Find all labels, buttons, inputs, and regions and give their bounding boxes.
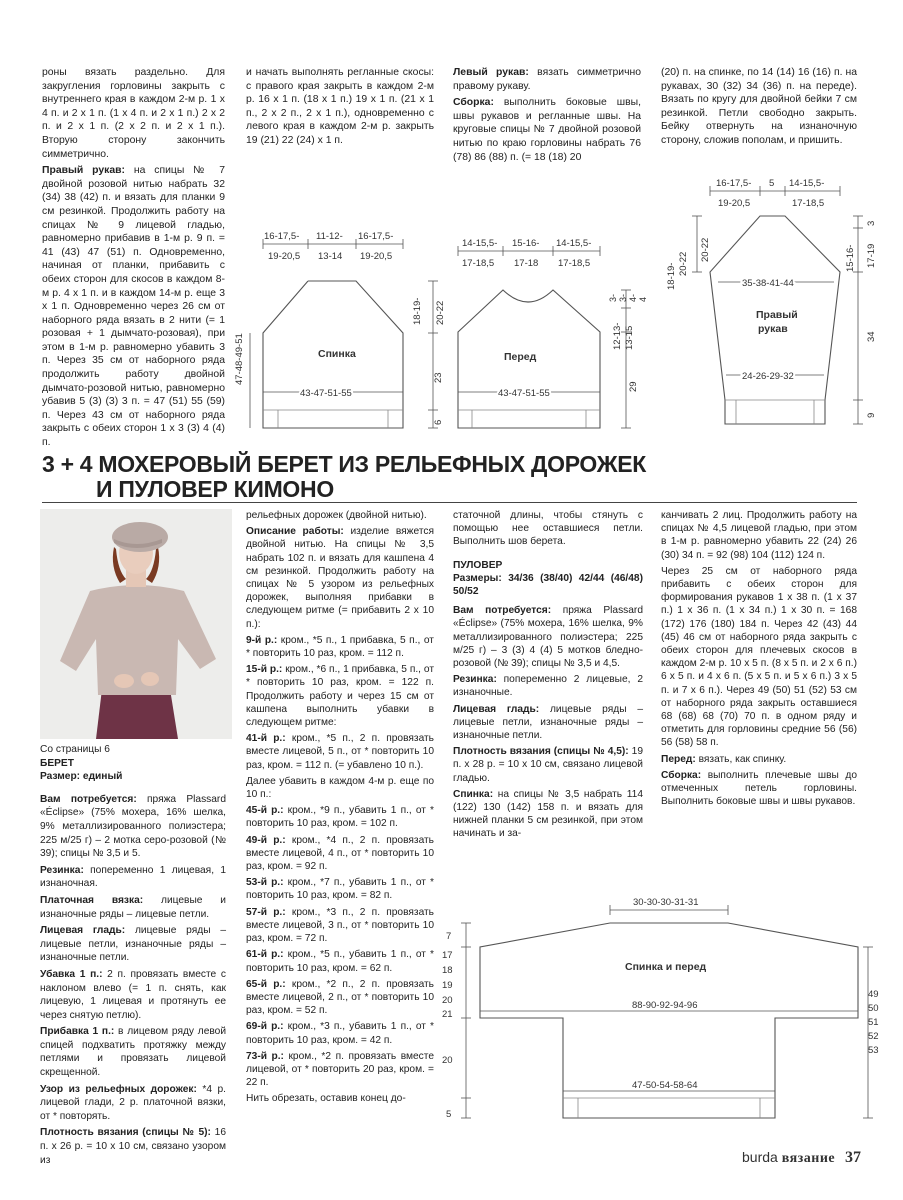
paragraph-text: кром., *2 п., 2 п. провязать вместе лицевой, 2 п., от * повторить 10 раз, кром. = 52 п. bbox=[246, 978, 434, 1017]
paragraph-text: кром., *5 п., убавить 1 п., от * повторить 10 раз, кром. = 62 п. bbox=[246, 949, 434, 974]
section-label: Вам потребуется: bbox=[453, 605, 552, 617]
row-label: 69-й р.: bbox=[246, 1021, 284, 1033]
paragraph bbox=[453, 66, 641, 93]
section-label: Лицевая гладь: bbox=[453, 703, 540, 715]
paragraph-text: на спицы № 7 двойной розовой нитью набрать 32 (34) 38 (42) п. и вязать для планки 9 см резинкой. Продолжить работу на спицах № 9 лицевой гладью, равномерно прибавив в 1-м р. 9 п. = 41 (43) 47 (51) п. Одновременно, начиная от планки, прибавить с обеих сторон для скосов в каждом 8-м р. 4 х 1 п. и в каждом 14-м р. еще 3 х 1 п. Одновременно через 26 см от наборного ряда вязать в 2 нити (= 1 розовая + 1 дымчато-розовая), при этом в 1-м р. равномерно убавить 3 п. Через 35 см от наборного ряда продолжить работу двойной дымчато-розовой нитью, равномерно убавив 5 (3) (3) 3 п. = 47 (51) 55 (59) п. Через 43 см от наборного ряда закрыть с обеих сторон 1 х 3 (3) 4 (4) п. bbox=[42, 165, 225, 449]
dim-label: 20 bbox=[442, 995, 453, 1006]
dim-label: 19 bbox=[442, 980, 453, 991]
paragraph: канчивать 2 лиц. Продолжить работу на спицах № 4,5 лицевой гладью, при этом в 1-м р. равномерно убавить 22 (24) 26 (30) 34 п. = 92 (98) 104 (112) 124 п. bbox=[661, 510, 857, 561]
dim-label: 6 bbox=[433, 419, 444, 425]
dim-label: 11-12- bbox=[316, 231, 343, 242]
paragraph-text: кром., *2 п. провязать вместе лицевой, от * повторить 20 раз, кром. = 22 п. bbox=[246, 1050, 434, 1089]
paragraph bbox=[40, 864, 226, 891]
section-label: Левый рукав: bbox=[453, 67, 529, 78]
dim-label: 29 bbox=[628, 381, 639, 392]
paragraph-text: *4 р. лицевой глади, 2 р. платочной вязки, от * повторять. bbox=[40, 1083, 226, 1122]
paragraph: (20) п. на спинке, по 14 (14) 16 (16) п. на рукавах, 30 (32) 34 (36) п. на переде). Вязать по кругу для двойной бейки 7 см резинкой. Петли свободно закрыть. Бейку отвернуть на изнаночную сторону, сложив пополам, и пришить. bbox=[661, 67, 857, 146]
item-sizes: Размеры: 34/36 (38/40) 42/44 (46/48) 50/52 bbox=[453, 572, 643, 598]
headline-line-2: И ПУЛОВЕР КИМОНО bbox=[96, 476, 334, 502]
dim-label: 16-17,5- bbox=[716, 178, 752, 189]
magazine-name: вязание bbox=[781, 1151, 836, 1166]
paragraph-text: лицевые ряды – лицевые петли, изнаночные ряды – изнаночные петли. bbox=[40, 925, 226, 964]
paragraph bbox=[40, 1083, 226, 1124]
dim-label: 24-26-29-32 bbox=[742, 371, 794, 382]
paragraph-text: на спицы № 3,5 набрать 114 (122) 130 (142) 158 п. и вязать для нижней планки 5 см резинкой, при этом начинать и за- bbox=[453, 788, 643, 840]
paragraph bbox=[42, 164, 225, 449]
section-label: Описание работы: bbox=[246, 526, 344, 538]
dim-label: 52 bbox=[868, 1031, 879, 1042]
dim-label: 17-18,5 bbox=[558, 258, 591, 269]
sleeve-label-2: рукав bbox=[758, 323, 788, 335]
dim-label: 3- bbox=[608, 293, 618, 302]
dim-label: 50 bbox=[868, 1003, 879, 1014]
dim-label: 23 bbox=[433, 372, 444, 383]
bottom-column-4 bbox=[661, 509, 857, 811]
section-label: Сборка: bbox=[453, 97, 494, 109]
dim-label: 17-18 bbox=[514, 258, 539, 269]
bottom-column-1 bbox=[40, 743, 226, 1170]
paragraph-text: кром., *5 п., 1 прибавка, 5 п., от * повторить 10 раз, кром. = 112 п. bbox=[246, 634, 434, 660]
section-label: Перед: bbox=[661, 753, 696, 765]
source-note: Со страницы 6 bbox=[40, 744, 110, 755]
front-schematic bbox=[448, 232, 658, 437]
paragraph bbox=[246, 525, 434, 631]
row-label: 49-й р.: bbox=[246, 834, 286, 846]
paragraph bbox=[40, 1025, 226, 1079]
dim-label: 18 bbox=[442, 965, 453, 976]
dim-label: 47-50-54-58-64 bbox=[632, 1080, 698, 1091]
page-number: 37 bbox=[845, 1149, 862, 1166]
top-column-2 bbox=[246, 66, 434, 151]
dim-label: 12-13- bbox=[612, 322, 623, 350]
dim-label: 18-19- bbox=[412, 297, 423, 325]
dim-label: 5 bbox=[446, 1109, 452, 1120]
section-label: Правый рукав: bbox=[42, 165, 125, 177]
section-label: Вам потребуется: bbox=[40, 793, 137, 805]
paragraph bbox=[40, 894, 226, 921]
back-schematic bbox=[228, 225, 448, 435]
paragraph bbox=[40, 968, 226, 1022]
section-label: Лицевая гладь: bbox=[40, 925, 126, 937]
item-title: БЕРЕТ bbox=[40, 757, 74, 769]
dim-label: 7 bbox=[446, 931, 452, 942]
paragraph-text: лицевые ряды – лицевые петли, изнаночные ряды – изнаночные петли. bbox=[453, 703, 643, 742]
paragraph bbox=[246, 948, 434, 974]
row-label: 45-й р.: bbox=[246, 805, 284, 817]
paragraph-text: кром., *3 п., 2 п. провязать вместе лицевой, 3 п., от * повторить 10 раз, кром. = 72 п. bbox=[246, 906, 434, 945]
dim-label: 13-14 bbox=[318, 251, 343, 262]
paragraph-text: кром., *3 п., убавить 1 п., от * повторить 10 раз, кром. = 42 п. bbox=[246, 1021, 434, 1046]
paragraph bbox=[246, 1020, 434, 1046]
paragraph bbox=[246, 834, 434, 874]
paragraph-text: кром., *7 п., убавить 1 п., от * повторить 10 раз, кром. = 82 п. bbox=[246, 877, 434, 902]
row-label: 65-й р.: bbox=[246, 978, 286, 990]
front-label: Перед bbox=[504, 351, 537, 363]
dim-label: 17-19 bbox=[866, 243, 877, 268]
dim-label: 17-18,5 bbox=[792, 198, 825, 209]
dim-label: 13-15 bbox=[624, 325, 635, 350]
section-label: Плотность вязания (спицы № 5): bbox=[40, 1127, 211, 1139]
paragraph bbox=[246, 663, 434, 729]
brand-name: burda bbox=[742, 1149, 778, 1165]
paragraph bbox=[246, 906, 434, 946]
dim-label: 3 bbox=[866, 220, 877, 226]
paragraph-text: пряжа Plassard «Éclipse» (75% мохера, 16% шелка, 9% металлизированного полиэстера; 225 м/25 г) – 3 (3) 4 (4) 5 мотков бледно-розовой (№ 39); спицы № 3,5 и 4,5. bbox=[453, 605, 643, 670]
paragraph bbox=[246, 876, 434, 902]
top-column-3 bbox=[453, 66, 641, 167]
paragraph bbox=[40, 793, 226, 861]
row-label: 61-й р.: bbox=[246, 949, 284, 961]
dim-label: 5 bbox=[769, 178, 775, 189]
paragraph bbox=[453, 788, 643, 841]
paragraph bbox=[40, 924, 226, 965]
dim-label: 47-48-49-51 bbox=[234, 333, 245, 385]
paragraph: роны вязать раздельно. Для закругления горловины закрыть с внутреннего края в каждом 2-м р. 1 х 4 п. и 2 х 1 п. (1 х 4 п. и 2 х 1 п.) 2 х 2 п. и 2 х 1 п. (2 х 2 п. и 2 х 1 п.). Вторую сторону закончить симметрично. bbox=[42, 67, 225, 160]
paragraph-text: в лицевом ряду левой спицей подхватить протяжку между петлями и провязать лицевой скрещенной. bbox=[40, 1026, 227, 1079]
paragraph-text: вязать, как спинку. bbox=[695, 753, 787, 765]
top-column-4 bbox=[661, 66, 857, 151]
dim-label: 19-20,5 bbox=[718, 198, 751, 209]
paragraph-text: попеременно 1 лицевая, 1 изнаночная. bbox=[40, 864, 226, 890]
paragraph-text: 2 п. провязать вместе с наклоном влево (= 1 п. снять, как лицевую, 1 лицевая и протянуть ее через снятую петлю). bbox=[40, 968, 226, 1021]
dim-label: 19-20,5 bbox=[360, 251, 393, 262]
dim-label: 15-16- bbox=[845, 244, 856, 272]
dim-label: 17-18,5 bbox=[462, 258, 495, 269]
article-headline bbox=[42, 452, 646, 502]
back-label: Спинка bbox=[318, 348, 356, 360]
row-label: 73-й р.: bbox=[246, 1050, 284, 1062]
item-size: Размер: единый bbox=[40, 771, 123, 783]
section-label: Резинка: bbox=[40, 864, 84, 876]
dim-label: 53 bbox=[868, 1045, 879, 1056]
paragraph bbox=[246, 1050, 434, 1090]
paragraph-text: пряжа Plassard «Éclipse» (75% мохера, 16% шелка, 9% металлизированного полиэстера; 225 м/25 г) – 2 мотка серо-розовой (№ 39); спицы № 3,5 и 5. bbox=[40, 793, 226, 860]
dim-label: 20-22 bbox=[435, 300, 446, 325]
paragraph-text: кром., *4 п., 2 п. провязать вместе лицевой, 4 п., от * повторить 10 раз, кром. = 92 п. bbox=[246, 834, 434, 873]
section-label: Прибавка 1 п.: bbox=[40, 1026, 115, 1038]
headline-line-1: 3 + 4 МОХЕРОВЫЙ БЕРЕТ ИЗ РЕЛЬЕФНЫХ ДОРОЖЕК bbox=[42, 451, 646, 477]
dim-label: 20 bbox=[442, 1055, 453, 1066]
section-label: Сборка: bbox=[661, 769, 702, 781]
paragraph-text: выполнить боковые швы, швы рукавов и регланные швы. На круговые спицы № 7 двойной розовой нитью по краю горловины набрать 76 (78) 86 (88) п. (= 18 (18) 20 bbox=[453, 97, 641, 163]
dim-label: 19-20,5 bbox=[268, 251, 301, 262]
dim-label: 15-16- bbox=[512, 238, 540, 249]
dim-label: 21 bbox=[442, 1009, 453, 1020]
dim-label: 4 bbox=[638, 296, 648, 302]
paragraph: рельефных дорожек (двойной нитью). bbox=[246, 510, 427, 521]
paragraph bbox=[246, 634, 434, 660]
section-label: Спинка: bbox=[453, 788, 494, 800]
paragraph-text: 19 п. х 28 р. = 10 х 10 см, связано лицевой гладью. bbox=[453, 746, 643, 784]
dim-label: 18-19- bbox=[666, 262, 677, 290]
dim-label: 49 bbox=[868, 989, 879, 1000]
paragraph-text: изделие вяжется двойной нитью. На спицы № 3,5 набрать 102 п. и вязать для кашпена 4 см резинкой. Продолжить работу на спицах № 5 узором из рельефных дорожек, выполняя прибавки в следующем ритме (= прибавить 2 х 10 п.): bbox=[246, 526, 434, 630]
item-title: ПУЛОВЕР bbox=[453, 559, 503, 571]
dim-label: 14-15,5- bbox=[462, 238, 498, 249]
page-footer bbox=[742, 1149, 861, 1167]
dim-label: 51 bbox=[868, 1017, 879, 1028]
paragraph bbox=[453, 96, 641, 164]
dim-label: 3- bbox=[618, 293, 628, 302]
paragraph-text: кром., *6 п., 1 прибавка, 5 п., от * повторить 10 раз, кром. = 122 п. Продолжить работу и через 15 см от кашпена выполнить убавки в следующем ритме: bbox=[246, 664, 434, 729]
model-photo bbox=[40, 509, 232, 739]
sleeve-label-1: Правый bbox=[756, 309, 798, 321]
paragraph bbox=[246, 978, 434, 1018]
dim-label: 4- bbox=[628, 293, 638, 302]
dim-label: 20-22 bbox=[678, 251, 689, 276]
dim-label: 34 bbox=[866, 331, 877, 342]
section-label: Платочная вязка: bbox=[40, 894, 144, 906]
dim-label: 30-30-30-31-31 bbox=[633, 897, 699, 908]
dim-label: 16-17,5- bbox=[264, 231, 300, 242]
paragraph: Через 25 см от наборного ряда прибавить с обеих сторон для формирования рукавов 1 х 38 п. (1 х 37 п.) 1 х 36 п. (1 х 34 п.) 1 х 30 п. = 168 (172) 176 (180) 184 п. Через 42 (43) 44 (45) 46 см от наборного ряда закрыть с обеих сторон для плечевых скосов в каждом 2-м р. 10 х 5 п. (8 х 5 п. и 2 х 6 п.) 6 х 5 п. и 4 х 6 п. (5 х 5 п. и 5 х 6 п.) 3 х 5 п. и 7 х 6 п.). Через 49 (50) 51 (52) 53 см от наборного ряда закрыть оставшиеся 68 (68) 68 (70) 70 п. в одном ряду и отметить для горловины средние 56 (56) 56 (58) 58 п. bbox=[661, 565, 857, 749]
paragraph-text: попеременно 2 лицевые, 2 изнаночные. bbox=[453, 674, 643, 699]
row-label: 9-й р.: bbox=[246, 634, 278, 646]
bottom-column-2 bbox=[246, 509, 434, 1109]
dim-label: 35-38-41-44 bbox=[742, 278, 794, 289]
sleeve-schematic bbox=[650, 172, 890, 437]
paragraph-text: кром., *5 п., 2 п. провязать вместе лицевой, 5 п., от * повторить 10 раз, кром. = 112 п. (= убавлено 10 п.). bbox=[246, 733, 434, 771]
top-column-1 bbox=[42, 66, 225, 453]
paragraph bbox=[453, 703, 643, 743]
paragraph bbox=[453, 745, 643, 785]
dim-label: 14-15,5- bbox=[789, 178, 825, 189]
row-label: 41-й р.: bbox=[246, 733, 286, 745]
paragraph bbox=[40, 1126, 226, 1167]
paragraph-text: кром., *9 п., убавить 1 п., от * повторить 10 раз, кром. = 102 п. bbox=[246, 805, 434, 830]
paragraph-text: лицевые и изнаночные ряды – лицевые петли. bbox=[40, 894, 226, 920]
section-label: Плотность вязания (спицы № 4,5): bbox=[453, 746, 629, 758]
paragraph: Нить обрезать, оставив конец до- bbox=[246, 1093, 406, 1105]
dim-label: 20-22 bbox=[700, 237, 711, 262]
row-label: 15-й р.: bbox=[246, 664, 283, 676]
row-label: 57-й р.: bbox=[246, 906, 286, 918]
paragraph bbox=[661, 753, 857, 766]
paragraph-text: выполнить плечевые швы до отмеченных петель горловины. Выполнить боковые швы и швы рукавов. bbox=[661, 769, 857, 808]
paragraph: Далее убавить в каждом 4-м р. еще по 10 п.: bbox=[246, 775, 434, 801]
paragraph-text: 16 п. х 26 р. = 10 х 10 см, связано узором из bbox=[40, 1127, 226, 1166]
section-label: Резинка: bbox=[453, 674, 497, 686]
dim-label: 17 bbox=[442, 950, 453, 961]
dim-label: 43-47-51-55 bbox=[498, 388, 550, 399]
dim-label: 16-17,5- bbox=[358, 231, 394, 242]
dim-label: 43-47-51-55 bbox=[300, 388, 352, 399]
bottom-column-3 bbox=[453, 509, 643, 844]
paragraph bbox=[246, 732, 434, 772]
section-label: Убавка 1 п.: bbox=[40, 968, 103, 980]
paragraph: и начать выполнять регланные скосы: с правого края закрыть в каждом 2-м р. 16 х 1 п. (18 х 1 п.) 19 х 1 п. (21 х 1 п., 2 х 2 п., 2 х 1 п.), одновременно с левого края в каждом 2-м р. закрыть 19 (21) 22 (24) х 1 п. bbox=[246, 67, 434, 146]
kimono-schematic bbox=[440, 893, 890, 1138]
paragraph: статочной длины, чтобы стянуть с помощью нее оставшиеся петли. Выполнить шов берета. bbox=[453, 510, 643, 548]
paragraph bbox=[453, 604, 643, 670]
dim-label: 9 bbox=[866, 412, 877, 418]
kimono-label: Спинка и перед bbox=[625, 961, 707, 973]
paragraph-text: вязать симметрично правому рукаву. bbox=[453, 67, 641, 92]
dim-label: 14-15,5- bbox=[556, 238, 592, 249]
paragraph bbox=[453, 673, 643, 699]
paragraph bbox=[246, 804, 434, 830]
headline-divider bbox=[42, 502, 857, 503]
dim-label: 88-90-92-94-96 bbox=[632, 1000, 698, 1011]
paragraph bbox=[661, 769, 857, 809]
model-illustration bbox=[40, 509, 232, 739]
row-label: 53-й р.: bbox=[246, 877, 284, 889]
section-label: Узор из рельефных дорожек: bbox=[40, 1083, 197, 1095]
